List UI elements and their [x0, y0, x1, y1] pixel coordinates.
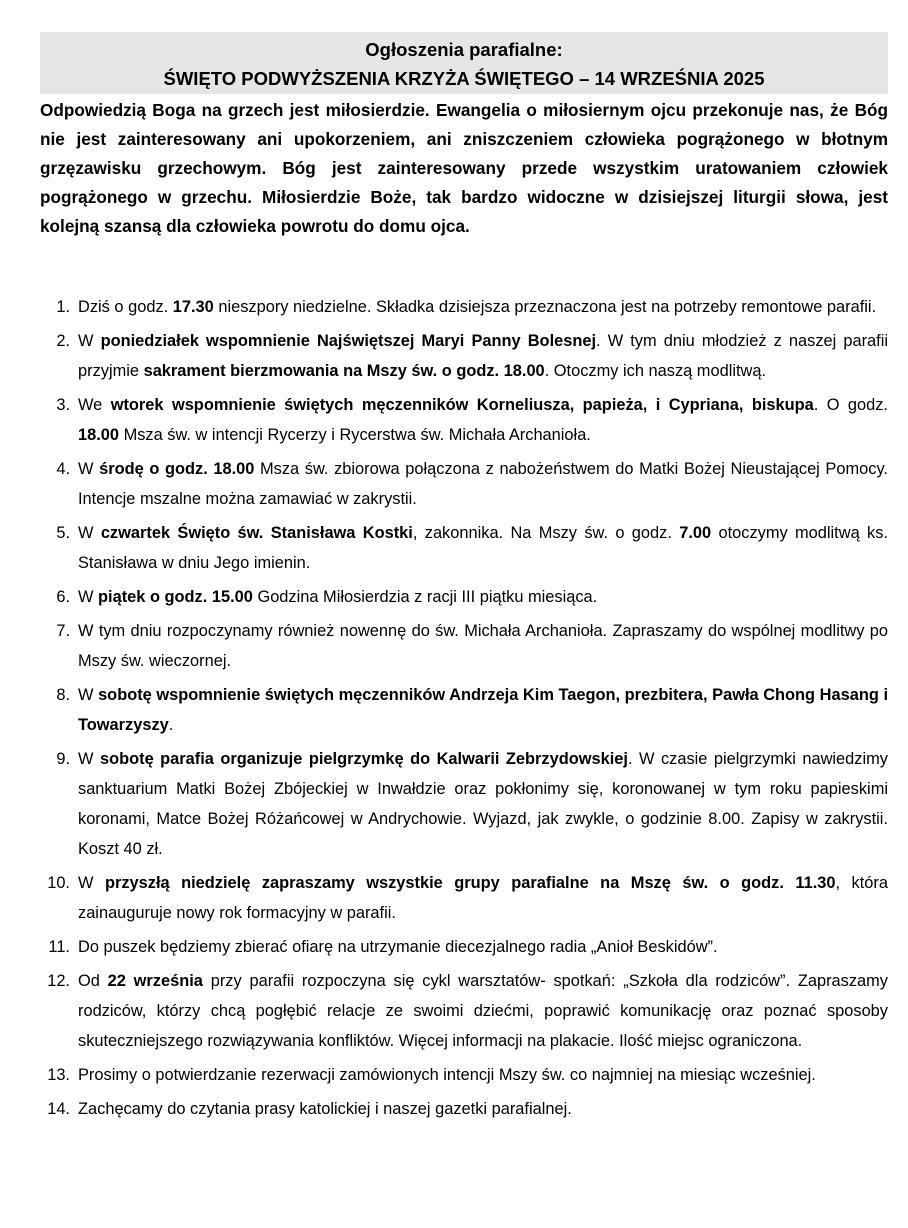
announcement-header	[40, 32, 888, 94]
list-item-number: 11.	[48, 938, 70, 956]
list-item-text: W	[78, 750, 100, 768]
list-item-emphasis: piątek o godz. 15.00	[98, 588, 253, 606]
list-item-number: 1.	[56, 298, 70, 316]
list-item-text: Zachęcamy do czytania prasy katolickiej i naszej gazetki parafialnej.	[78, 1100, 572, 1118]
list-item-text: Msza św. w intencji Rycerzy i Rycerstwa św. Michała Archanioła.	[119, 426, 591, 444]
list-item-text: otoczymy modlitwą ks. Stanisława w dniu Jego imienin.	[78, 524, 888, 572]
list-item-emphasis: poniedziałek wspomnienie Najświętszej Maryi Panny Bolesnej	[100, 332, 597, 350]
list-item-text: Do puszek będziemy zbierać ofiarę na utrzymanie diecezjalnego radia „Anioł Beskidów”.	[78, 938, 718, 956]
list-item	[40, 326, 888, 386]
list-item	[40, 616, 888, 676]
list-item-emphasis: sakrament bierzmowania na Mszy św. o godz. 18.00	[143, 362, 545, 380]
list-item-number: 7.	[56, 622, 70, 640]
list-item-text: W	[78, 588, 99, 606]
list-item-text: We	[78, 396, 111, 414]
list-item-text: , która zainauguruje nowy rok formacyjny w parafii.	[78, 874, 888, 922]
list-item-emphasis: wtorek wspomnienie świętych męczenników Korneliusza, papieża, i Cypriana, biskupa	[110, 396, 814, 414]
list-item-text: . W tym dniu młodzież z naszej parafii przyjmie	[78, 332, 889, 380]
page-title: Ogłoszenia parafialne:	[365, 39, 563, 60]
list-item-number: 12.	[47, 972, 70, 990]
list-item-number: 2.	[56, 332, 70, 350]
announcement-list	[40, 292, 888, 1128]
list-item-text: . W czasie pielgrzymki nawiedzimy sanktuarium Matki Bożej Zbójeckiej w Inwałdzie oraz pokłonimy się, koronowanej w tym roku papieskimi koronami, Matce Bożej Różańcowej w Andrychowie. Wyjazd, jak zwykle, o godzinie 8.00. Zapisy w zakrystii. Koszt 40 zł.	[78, 750, 888, 858]
list-item	[40, 966, 888, 1056]
list-item-text: W	[78, 874, 105, 892]
list-item-text: W	[78, 524, 101, 542]
list-item	[40, 1094, 888, 1124]
list-item-emphasis: 22 września	[107, 972, 203, 990]
list-item-text: W	[78, 686, 99, 704]
list-item-text: W tym dniu rozpoczynamy również nowennę do św. Michała Archanioła. Zapraszamy do wspólnej modlitwy po Mszy św. wieczornej.	[78, 622, 888, 670]
list-item	[40, 744, 888, 864]
list-item-emphasis: 7.00	[679, 524, 712, 542]
list-item-emphasis: sobotę parafia organizuje pielgrzymkę do Kalwarii Zebrzydowskiej	[99, 750, 628, 768]
list-item	[40, 518, 888, 578]
list-item-text: . O godz.	[813, 396, 888, 414]
list-item	[40, 582, 888, 612]
list-item-number: 14.	[47, 1100, 70, 1118]
list-item-text: Godzina Miłosierdzia z racji III piątku miesiąca.	[252, 588, 598, 606]
list-item-text: . Otoczmy ich naszą modlitwą.	[544, 362, 767, 380]
list-item-text: W	[78, 460, 100, 478]
list-item-text: nieszpory niedzielne. Składka dzisiejsza przeznaczona jest na potrzeby remontowe parafii.	[213, 298, 877, 316]
list-item	[40, 390, 888, 450]
list-item-emphasis: sobotę wspomnienie świętych męczenników Andrzeja Kim Taegon, prezbitera, Pawła Chong Hasang i Towarzyszy	[78, 686, 888, 734]
list-item-text: Od	[78, 972, 108, 990]
page-subtitle: ŚWIĘTO PODWYŻSZENIA KRZYŻA ŚWIĘTEGO – 14 WRZEŚNIA 2025	[163, 68, 765, 89]
list-item	[40, 932, 888, 962]
list-item-text: przy parafii rozpoczyna się cykl warsztatów- spotkań: „Szkoła dla rodziców”. Zapraszamy rodziców, którzy chcą pogłębić relacje ze swoimi dziećmi, poprawić komunikację oraz poznać sposoby skuteczniejszego rozwiązywania konfliktów. Więcej informacji na plakacie. Ilość miejsc ograniczona.	[78, 972, 888, 1050]
list-item-emphasis: 17.30	[172, 298, 214, 316]
list-item	[40, 454, 888, 514]
list-item-number: 8.	[56, 686, 70, 704]
list-item-text: W	[78, 332, 101, 350]
list-item	[40, 868, 888, 928]
intro-paragraph: Odpowiedzią Boga na grzech jest miłosierdzie. Ewangelia o miłosiernym ojcu przekonuje nas, że Bóg nie jest zainteresowany ani upokorzeniem, ani zniszczeniem człowieka pogrążonego w błotnym grzęzawisku grzechowym. Bóg jest zainteresowany przede wszystkim uratowaniem człowiek pogrążonego w grzechu. Miłosierdzie Boże, tak bardzo widoczne w dzisiejszej liturgii słowa, jest kolejną szansą dla człowieka powrotu do domu ojca.	[40, 100, 888, 236]
list-item-number: 10.	[47, 874, 70, 892]
list-item-text: Dziś o godz.	[78, 298, 173, 316]
list-item-number: 5.	[56, 524, 70, 542]
list-item	[40, 1060, 888, 1090]
list-item-number: 3.	[56, 396, 70, 414]
list-item-emphasis: czwartek Święto św. Stanisława Kostki	[100, 524, 413, 542]
list-item-text: , zakonnika. Na Mszy św. o godz.	[412, 524, 680, 542]
list-item-text: Prosimy o potwierdzanie rezerwacji zamówionych intencji Mszy św. co najmniej na miesiąc wcześniej.	[78, 1066, 816, 1084]
list-item-emphasis: przyszłą niedzielę zapraszamy wszystkie grupy parafialne na Mszę św. o godz. 11.30	[104, 874, 836, 892]
list-item	[40, 680, 888, 740]
list-item-number: 4.	[56, 460, 70, 478]
list-item	[40, 292, 888, 322]
list-item-emphasis: środę o godz. 18.00	[99, 460, 255, 478]
list-item-emphasis: 18.00	[78, 426, 120, 444]
list-item-text: Msza św. zbiorowa połączona z nabożeństwem do Matki Bożej Nieustającej Pomocy. Intencje mszalne można zamawiać w zakrystii.	[78, 460, 888, 508]
list-item-number: 13.	[47, 1066, 70, 1084]
list-item-text: .	[168, 716, 174, 734]
list-item-number: 9.	[56, 750, 70, 768]
list-item-number: 6.	[56, 588, 70, 606]
